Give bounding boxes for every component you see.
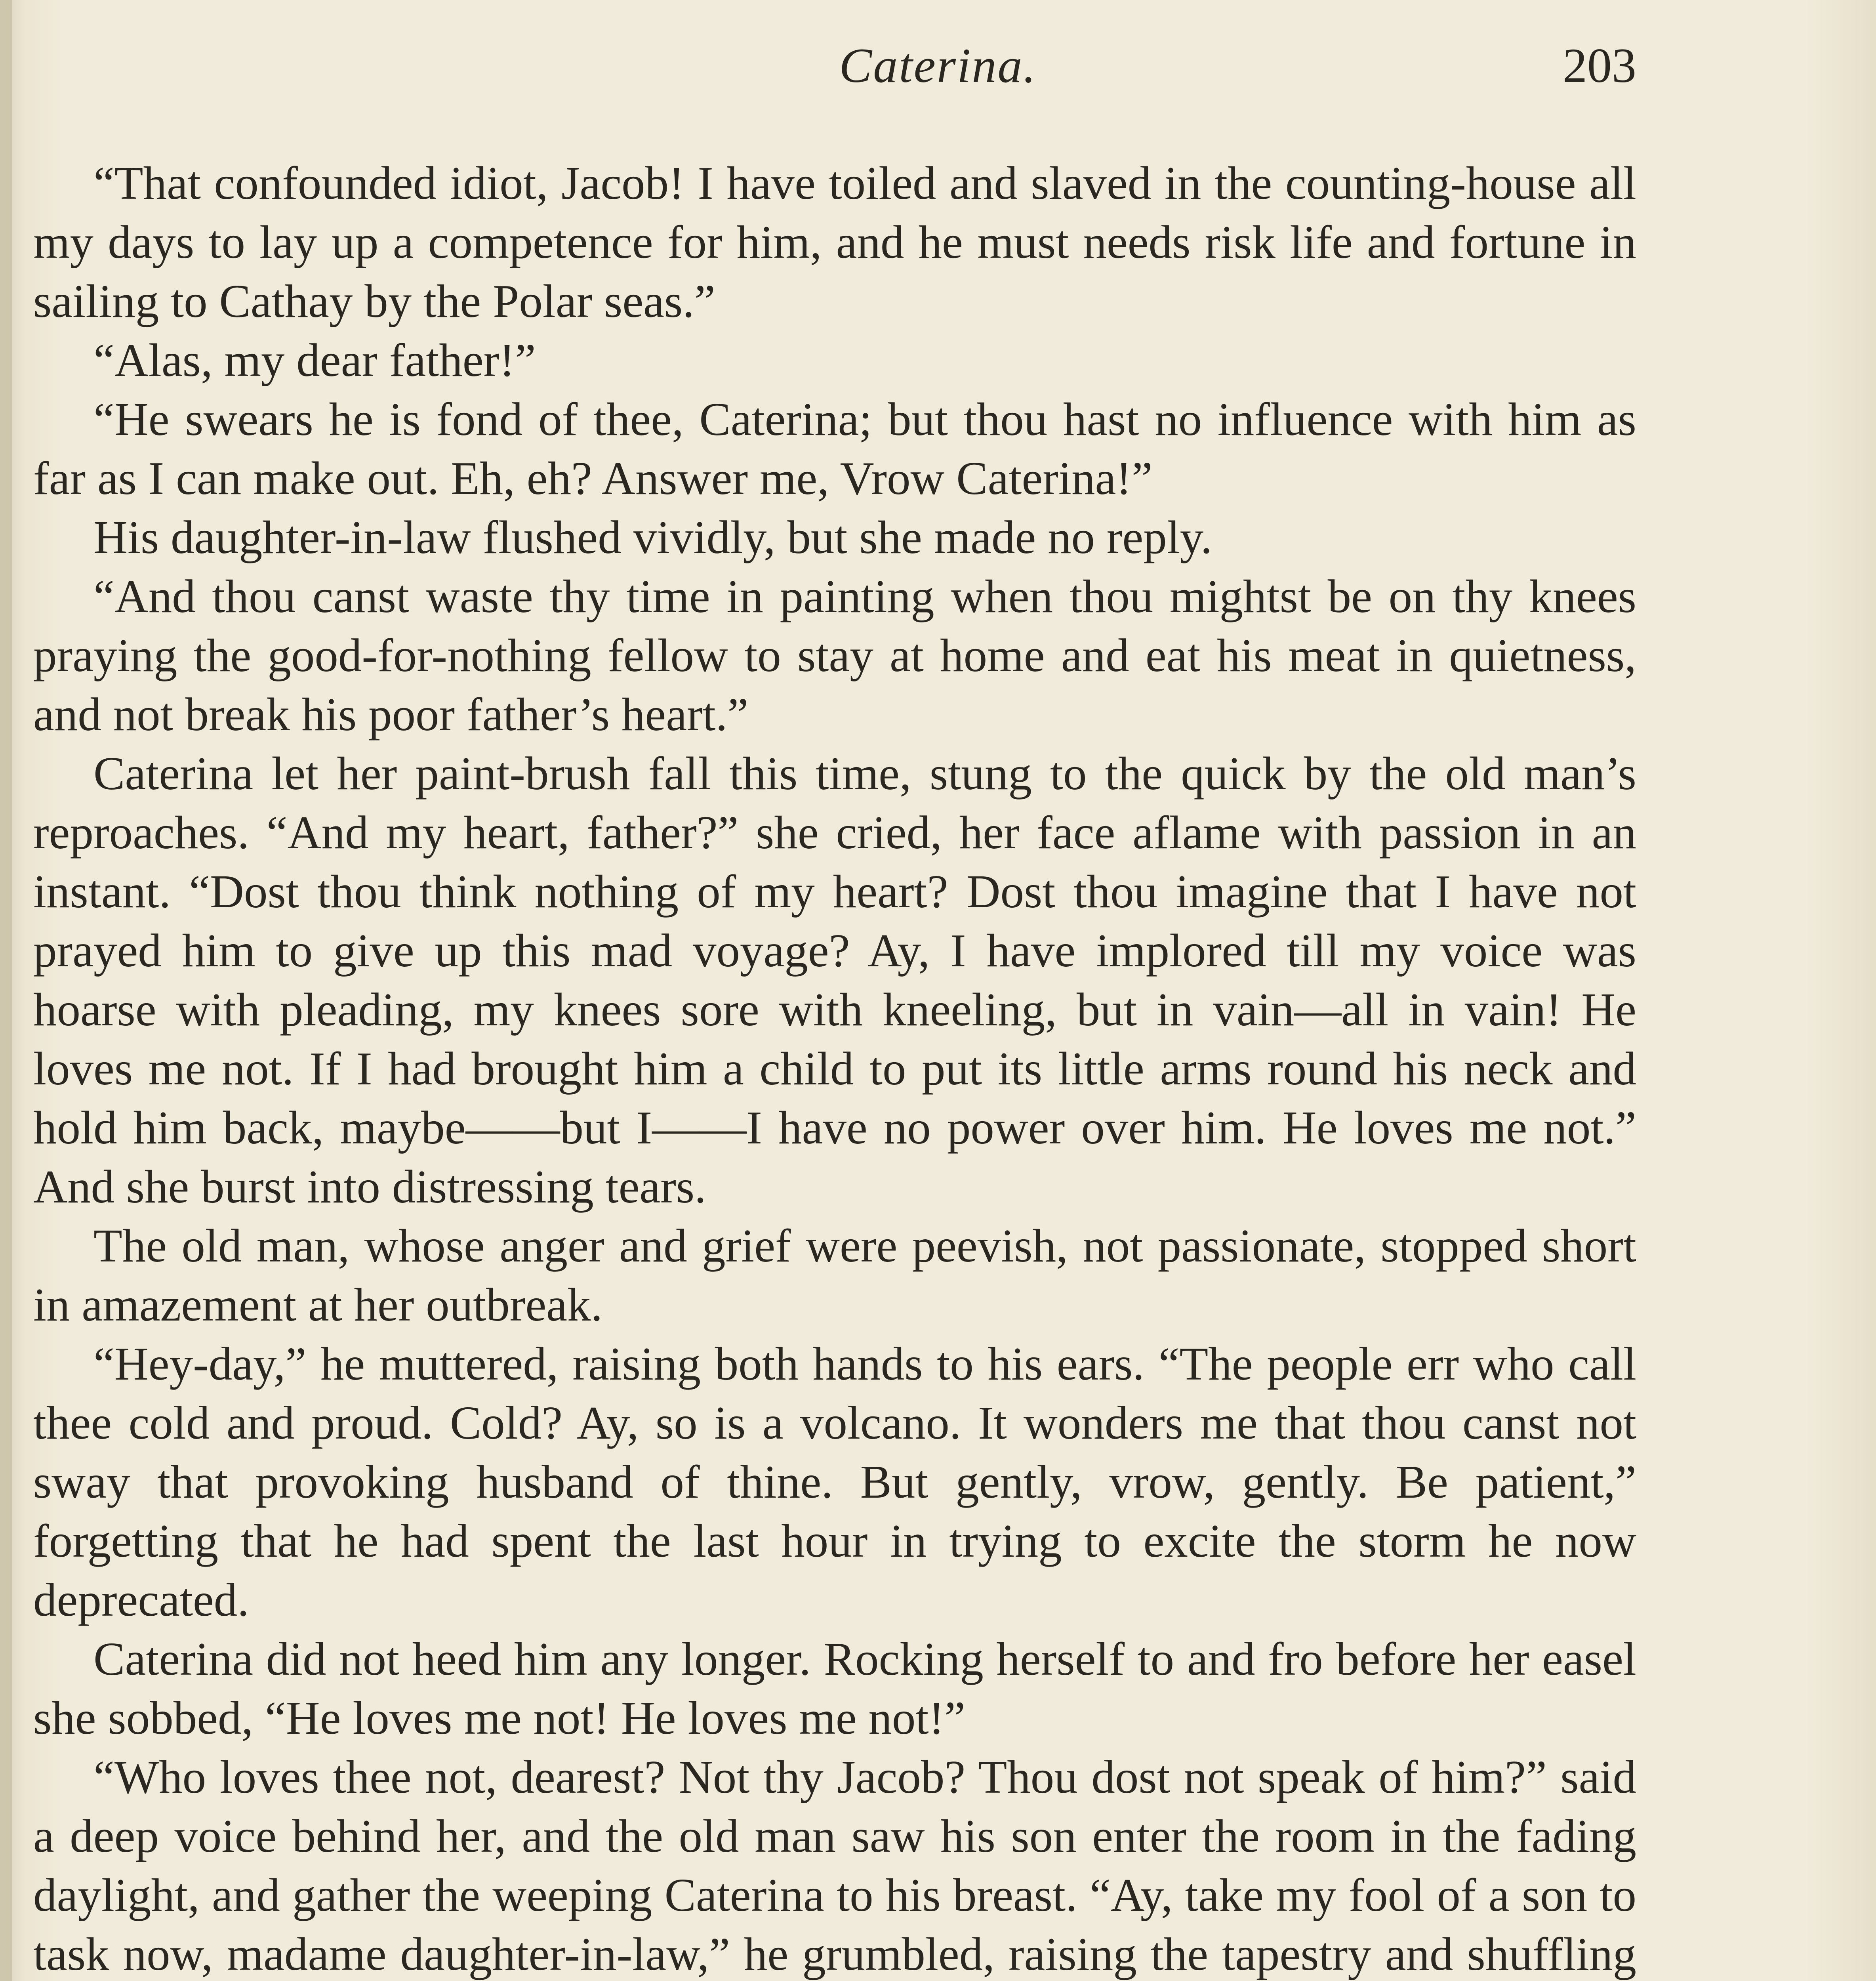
page-number: 203 (1563, 38, 1636, 93)
paragraph: “And thou canst waste thy time in painting when thou mightst be on thy knees praying the good-for-nothing fellow to stay at home and eat his meat in quietness, and not break his poor father’s heart.” (33, 570, 1636, 740)
paragraph: Caterina did not heed him any longer. Rocking herself to and fro before her easel she sobbed, “He loves me not! He loves me not!” (33, 1633, 1636, 1744)
paragraph: “Hey-day,” he muttered, raising both hands to his ears. “The people err who call thee cold and proud. Cold? Ay, so is a volcano. It wonders me that thou canst not sway that provoking husband of thine. But gently, vrow, gently. Be patient,” forgetting that he had spent the last hour in trying to excite the storm he now deprecated. (33, 1338, 1636, 1626)
chapter-title: Caterina. (839, 38, 1037, 93)
running-head (0, 38, 1876, 109)
paragraph: “Alas, my dear father!” (93, 334, 536, 386)
paragraph: “He swears he is fond of thee, Caterina; but thou hast no influence with him as far as I can make out. Eh, eh? Answer me, Vrow Caterina!” (33, 393, 1636, 504)
paragraph: “That confounded idiot, Jacob! I have toiled and slaved in the counting-house all my days to lay up a competence for him, and he must needs risk life and fortune in sailing to Cathay by the Polar seas.” (33, 157, 1636, 327)
body-text (33, 154, 1636, 1981)
paragraph: Caterina let her paint-brush fall this time, stung to the quick by the old man’s reproaches. “And my heart, father?” she cried, her face aflame with passion in an instant. “Dost thou think nothing of my heart? Dost thou imagine that I have not prayed him to give up this mad voyage? Ay, I have implored till my voice was hoarse with pleading, my knees sore with kneeling, but in vain—all in vain! He loves me not. If I had brought him a child to put its little arms round his neck and hold him back, maybe——but I——I have no power over him. He loves me not.” And she burst into distressing tears. (33, 747, 1636, 1213)
paragraph: “Who loves thee not, dearest? Not thy Jacob? Thou dost not speak of him?” said a deep voice behind her, and the old man saw his son enter the room in the fading daylight, and gather the weeping Caterina to his breast. “Ay, take my fool of a son to task now, madame daughter-in-law,” he grumbled, raising the tapestry and shuffling (33, 1751, 1636, 1980)
paragraph: His daughter-in-law flushed vividly, but she made no reply. (93, 511, 1213, 563)
paragraph: The old man, whose anger and grief were peevish, not passionate, stopped short in amazement at her outbreak. (33, 1220, 1636, 1331)
page-binding-edge (0, 0, 12, 1981)
